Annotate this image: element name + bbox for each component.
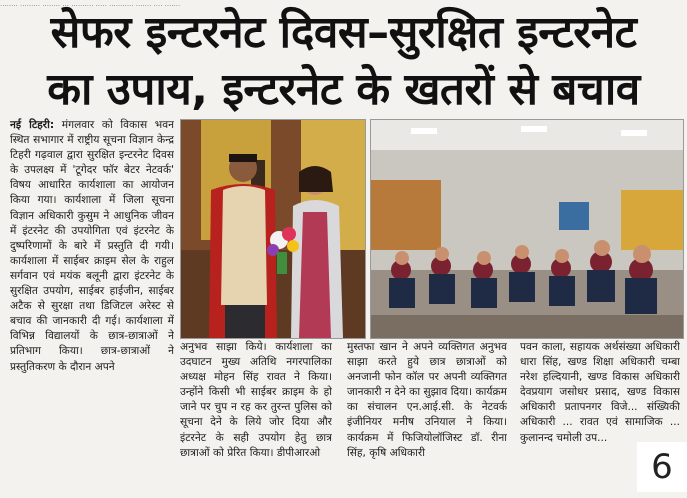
article-column-3: [347, 340, 507, 498]
column-1-text: मंगलवार को विकास भवन स्थित सभागार में राष्ट्रीय सूचना विज्ञान केन्द्र टिहरी गढ़वाल द्वारा सुरक्षित इन्टरनेट दिवस के उपलक्ष्य में 'टूगेदर फॉर बेटर नेटवर्क' विषय आधारित कार्यशाला का आयोजन किया गया। कार्यशाला में जिला सूचना विज्ञान अधिकारी कुसुम ने आधुनिक जीवन में इंटरनेट की उपयोगिता एवं इंटरनेट के दुष्परिणामों के बारे में प्रस्तुति दी गयी। कार्यशाला में साईबर क्राइम सेल के राहुल सर्गवान एवं मयंक बलूनी द्वारा इंटरनेट के सुरक्षित उपयोग, साईबर हाईजीन, साईबर अटैक से सुरक्षा तथा डिजिटल अरेस्ट से बचाव की जानकारी दी गई। कार्यशाला में विभिन्न विद्यालयों के छात्र-छात्राओं ने प्रतिभाग किया। छात्र-छात्राओं ने प्रस्तुतिकरण के दौरान अपने: [10, 119, 174, 373]
column-2-text: अनुभव साझा किये। कार्यशाला का उदघाटन मुख्य अतिथि नगरपालिका अध्यक्ष मोहन सिंह रावत ने किया। उन्होंने किसी भी साईबर क्राइम के हो जाने पर चुप न रह कर तुरन्त पुलिस को सूचना देने के लिये जोर दिया और इंटरनेट के सही उपयोग हेतु छात्र छात्राओं को प्रेरित किया। डीपीआरओ: [180, 341, 332, 459]
photo-felicitation: [180, 119, 366, 339]
column-4-text: पवन काला, सहायक अर्थसंख्या अधिकारी धारा सिंह, खण्ड शिक्षा अधिकारी चम्बा नरेश हल्दियानी, खण्ड विकास अधिकारी देवप्रयाग जसोधर प्रसाद, खण्ड विकास अधिकारी प्रतापनगर विजे... संख्यिकी अधिकारी ... रावत एवं सामाजिक ... कुलानन्द चमोली उप...: [520, 341, 680, 444]
photo-classroom: [370, 119, 684, 339]
article-column-1: [10, 118, 174, 496]
headline-line-1: सेफर इन्टरनेट दिवस–सुरक्षित इन्टरनेट: [50, 7, 637, 58]
headline-line-2: का उपाय, इन्टरनेट के खतरों से बचाव: [47, 64, 640, 115]
top-strip: ........ ......... ........ ... .......... ..... ........... ....... .... .......: [0, 0, 181, 8]
column-3-text: मुस्तफा खान ने अपने व्यक्तिगत अनुभव साझा करते हुये छात्र छात्राओं को अनजानी फोन कॉल पर अपनी व्यक्तिगत जानकारी न देने का सुझाव दिया। कार्यक्रम का संचालन एन.आई.सी. के नेटवर्क इंजीनियर मनीष उनियाल ने किया। कार्यक्रम में फिजियोलॉजिस्ट डॉ. रीना सिंह, कृषि अधिकारी: [347, 341, 507, 459]
article-column-2: [180, 340, 332, 498]
classroom-illustration: [371, 120, 683, 338]
page-number: 6: [637, 442, 687, 492]
dateline: नई टिहरी:: [10, 119, 55, 131]
felicitation-illustration: [181, 120, 365, 338]
